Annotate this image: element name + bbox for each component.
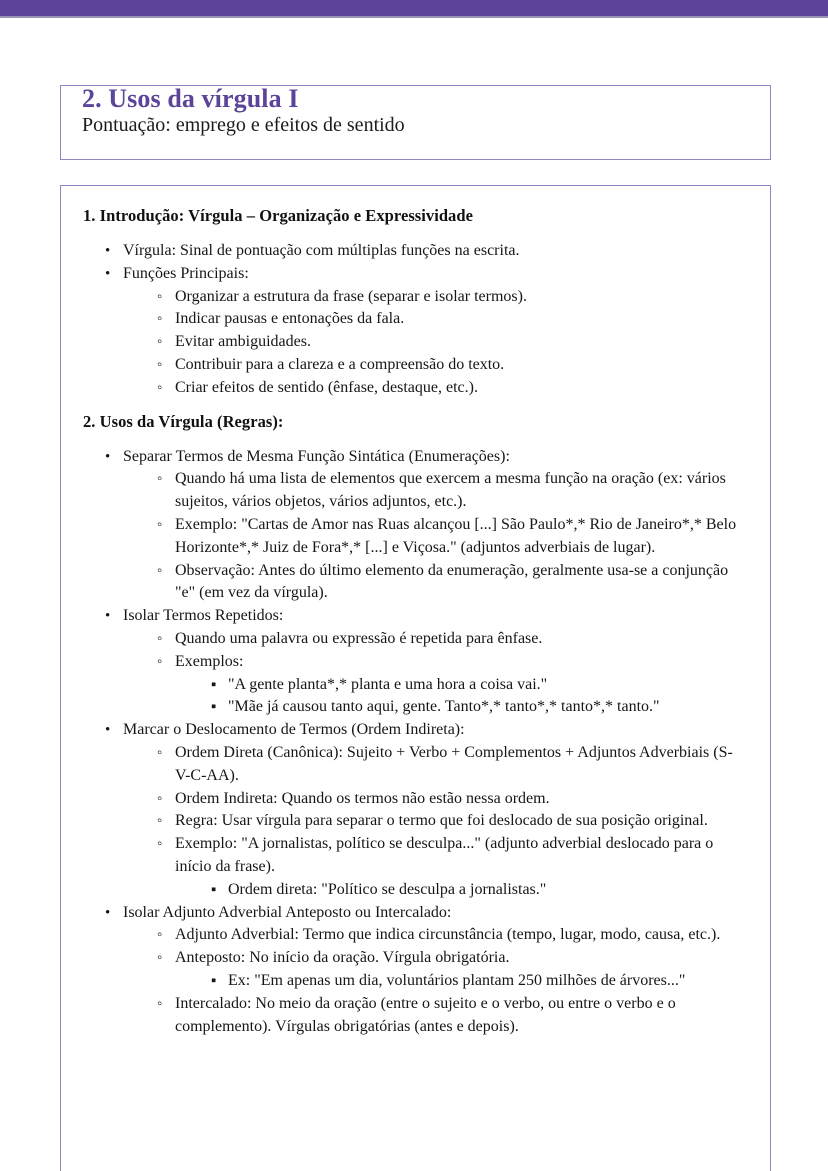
list-item-text: ◦ Quando uma palavra ou expressão é repetida para ênfase. [175,628,748,651]
list-item-text: • Marcar o Deslocamento de Termos (Ordem Indireta): [123,719,748,742]
list-item [95,263,748,400]
list-item-text: ◦ Regra: Usar vírgula para separar o termo que foi deslocado de sua posição original. [175,810,748,833]
list-item-text: ◦ Quando há uma lista de elementos que exercem a mesma função na oração (ex: vários sujeitos, vários objetos, vários adjuntos, etc.). [175,468,748,514]
list-item [150,924,748,947]
list-item [150,833,748,901]
list-item-text: ◦ Intercalado: No meio da oração (entre o sujeito e o verbo, ou entre o verbo e o complemento). Vírgulas obrigatórias (antes e depois). [175,993,748,1039]
list-item [150,810,748,833]
list-item [95,719,748,901]
list-item [95,605,748,719]
list-item-text: ◦ Exemplo: "A jornalistas, político se desculpa..." (adjunto adverbial deslocado para o início da frase). [175,833,748,879]
list-item-text: ◦ Ordem Direta (Canônica): Sujeito + Verbo + Complementos + Adjuntos Adverbiais (S-V-C-AA). [175,742,748,788]
list-item-text: • Funções Principais: [123,263,748,286]
bullet-list-level-3 [175,970,748,993]
top-accent-bar [0,0,828,16]
list-item-text: ◦ Contribuir para a clareza e a compreensão do texto. [175,354,748,377]
list-item [150,514,748,560]
list-item [95,240,748,263]
list-item-text: ◦ Exemplos: [175,651,748,674]
list-item [150,468,748,514]
list-item [150,377,748,400]
list-item-text: ◦ Anteposto: No início da oração. Vírgula obrigatória. [175,947,748,970]
list-item-text: • Isolar Adjunto Adverbial Anteposto ou Intercalado: [123,902,748,925]
list-item-text: ◦ Evitar ambiguidades. [175,331,748,354]
list-item-text: ▪ Ordem direta: "Político se desculpa a jornalistas." [228,879,748,902]
list-item [95,446,748,606]
list-item-text: ◦ Adjunto Adverbial: Termo que indica circunstância (tempo, lugar, modo, causa, etc.). [175,924,748,947]
bullet-list-level-1 [83,240,748,400]
top-accent-rule [0,16,828,18]
list-item-text: ◦ Observação: Antes do último elemento da enumeração, geralmente usa-se a conjunção "e" (em vez da vírgula). [175,560,748,606]
list-item [150,560,748,606]
bullet-list-level-2 [123,742,748,902]
bullet-list-level-3 [175,674,748,720]
list-item [150,628,748,651]
list-item-text: • Isolar Termos Repetidos: [123,605,748,628]
list-item [150,742,748,788]
list-item-text: • Vírgula: Sinal de pontuação com múltiplas funções na escrita. [123,240,748,263]
document-content-panel [60,185,771,1171]
page-subtitle: Pontuação: emprego e efeitos de sentido [82,114,405,136]
section-heading: 2. Usos da Vírgula (Regras): [83,411,284,431]
list-item [150,651,748,719]
list-item [150,308,748,331]
list-item-text: ▪ Ex: "Em apenas um dia, voluntários plantam 250 milhões de árvores..." [228,970,748,993]
list-item-text: ◦ Organizar a estrutura da frase (separar e isolar termos). [175,286,748,309]
list-item-text: ◦ Criar efeitos de sentido (ênfase, destaque, etc.). [175,377,748,400]
content-body [83,206,748,1038]
bullet-list-level-2 [123,628,748,719]
list-item [150,947,748,993]
list-item-text: ◦ Ordem Indireta: Quando os termos não estão nessa ordem. [175,788,748,811]
section-heading: 1. Introdução: Vírgula – Organização e Expressividade [83,206,473,225]
page-title: 2. Usos da vírgula I [82,84,299,113]
list-item [150,993,748,1039]
list-item-text: ◦ Indicar pausas e entonações da fala. [175,308,748,331]
list-item [205,879,748,902]
list-item-text: ▪ "A gente planta*,* planta e uma hora a coisa vai." [228,674,748,697]
list-item-text: • Separar Termos de Mesma Função Sintática (Enumerações): [123,446,748,469]
bullet-list-level-2 [123,286,748,400]
bullet-list-level-1 [83,446,748,1039]
list-item [150,331,748,354]
list-item [95,902,748,1039]
list-item [150,354,748,377]
bullet-list-level-2 [123,924,748,1038]
bullet-list-level-3 [175,879,748,902]
list-item [205,970,748,993]
list-item-text: ▪ "Mãe já causou tanto aqui, gente. Tanto*,* tanto*,* tanto*,* tanto." [228,696,748,719]
bullet-list-level-2 [123,468,748,605]
document-header-panel [60,85,771,160]
list-item [205,674,748,697]
list-item-text: ◦ Exemplo: "Cartas de Amor nas Ruas alcançou [...] São Paulo*,* Rio de Janeiro*,* Belo Horizonte*,* Juiz de Fora*,* [...] e Viçosa." (adjuntos adverbiais de lugar). [175,514,748,560]
list-item [205,696,748,719]
list-item [150,286,748,309]
list-item [150,788,748,811]
